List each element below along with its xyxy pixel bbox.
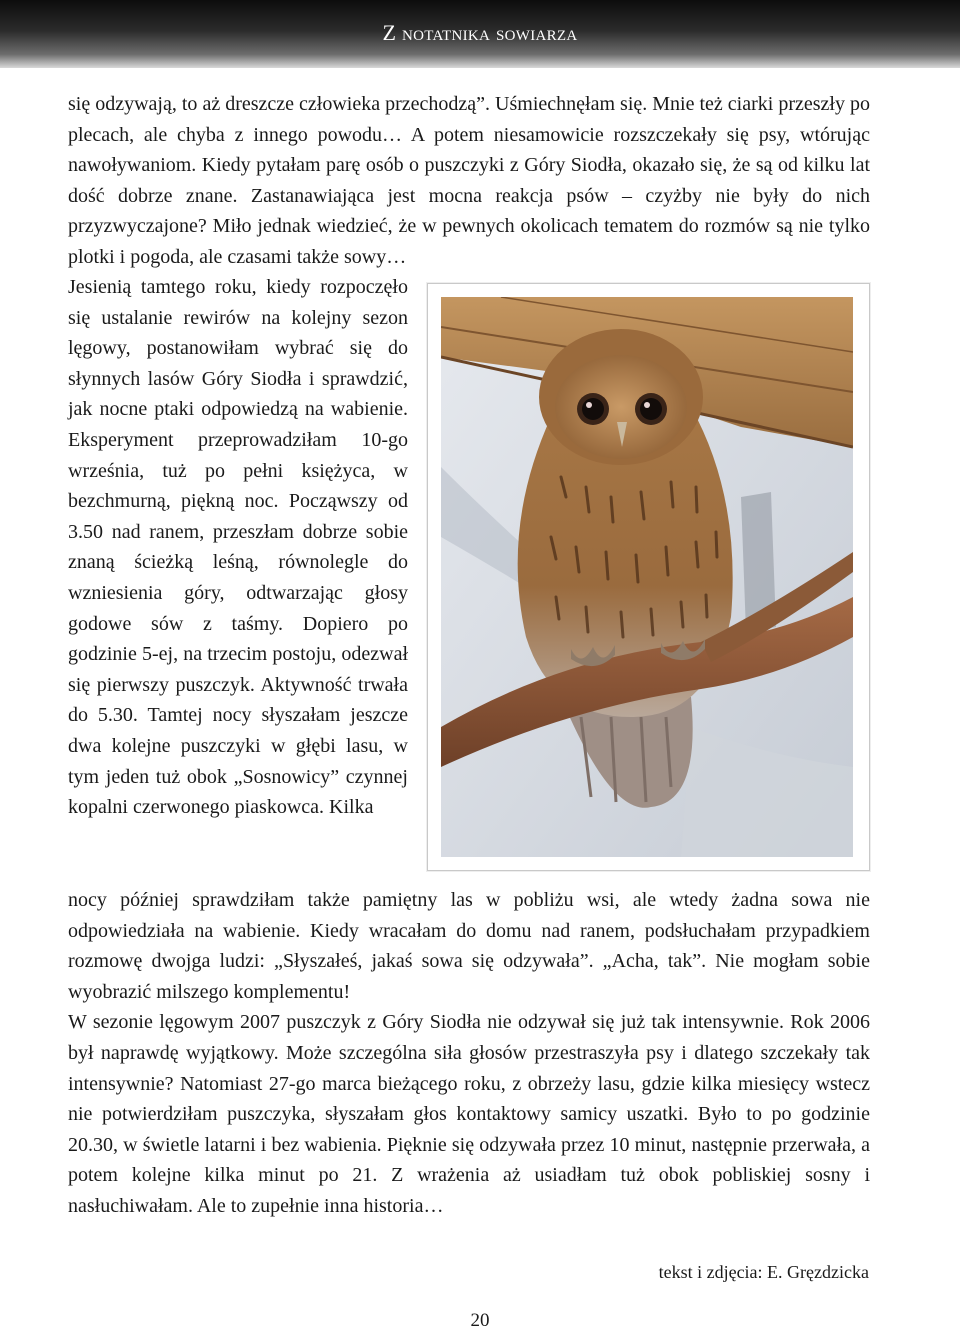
paragraph-text: Jesienią tamtego roku, kiedy rozpoczęło się ustalanie rewirów na kolejny sezon lęgowy, postanowiłam wybrać się do słynnych lasów Góry Siodła i sprawdzić, jak nocne ptaki odpowiedzą na wabienie. Eksperyment przeprowadziłam 10-go września, tuż po pełni księżyca, w bezchmurną, piękną noc. Począwszy od 3.50 nad ranem, przeszłam dobrze sobie znaną ścieżką leśną, równolegle do wzniesienia góry, odtwarzając głosy godowe sów z taśmy. Dopiero po godzinie 5-ej, na trzecim postoju, odezwał się pierwszy puszczyk. Aktywność trwała do 5.30. Tamtej nocy słyszałam jeszcze dwa kolejne puszczyki w głębi lasu, w tym jeden tuż obok „Sosnowicy” czynnej kopalni czerwonego piaskowca. Kilka [68, 276, 408, 819]
header-title: Z notatnika sowiarza [382, 20, 578, 45]
page-number: 20 [470, 1310, 490, 1331]
owl-photo [441, 297, 853, 857]
owl-illustration [441, 297, 853, 857]
paragraph-text: W sezonie lęgowym 2007 puszczyk z Góry Siodła nie odzywał się już tak intensywnie. Rok 2006 był naprawdę wyjątkowy. Może szczególna siła głosów przestraszyła psy i dlatego szczekały tak intensywnie? Natomiast 27-go marca bieżącego roku, z obrzeży lasu, gdzie kilka miesięcy wstecz nie potwierdziłam puszczyka, słyszałam głos kontaktowy samicy uszatki. Było to po godzinie 20.30, w świetle latarni i bez wabienia. Pięknie się odzywała przez 10 minut, następnie przerwała, a potem kolejne kilka minut po 21. Z wrażenia aż usiadłam tuż obok pobliskiej sosny i nasłuchiwałam. Ale to zupełnie inna historia… [68, 1011, 870, 1217]
paragraph-text: się odzywają, to aż dreszcze człowieka przechodzą”. Uśmiechnęłam się. Mnie też ciarki przeszły po plecach, ale chyba z innego powodu… A potem niesamowicie rozszczekały się psy, wtórując nawoływaniom. Kiedy pytałam parę osób o puszczyki z Góry Siodła, okazało się, że są od kilku lat dość dobrze znane. Zastanawiająca jest mocna reakcja psów – czyżby nie były do nich przyzwyczajone? Miło jednak wiedzieć, że w pewnych okolicach tematem do rozmów są nie tylko plotki i pogoda, ale czasami także sowy… [68, 93, 870, 268]
photo-credit: tekst i zdjęcia: E. Gręzdzicka [658, 1262, 869, 1282]
page-header [0, 0, 960, 68]
article-paragraph-bottom [68, 885, 870, 1222]
article-paragraph-wrap [68, 272, 408, 823]
paragraph-text: nocy później sprawdziłam także pamiętny las w pobliżu wsi, ale wtedy żadna sowa nie odpowiedziała na wabienie. Kiedy wracałam do domu nad ranem, podsłuchałam przypadkiem rozmowę dwojga ludzi: „Słyszałeś, jakaś sowa się odzywała”. „Acha, tak”. Nie mogłam sobie wyobrazić milszego komplementu! [68, 889, 870, 1003]
article-paragraph-top [68, 89, 870, 273]
